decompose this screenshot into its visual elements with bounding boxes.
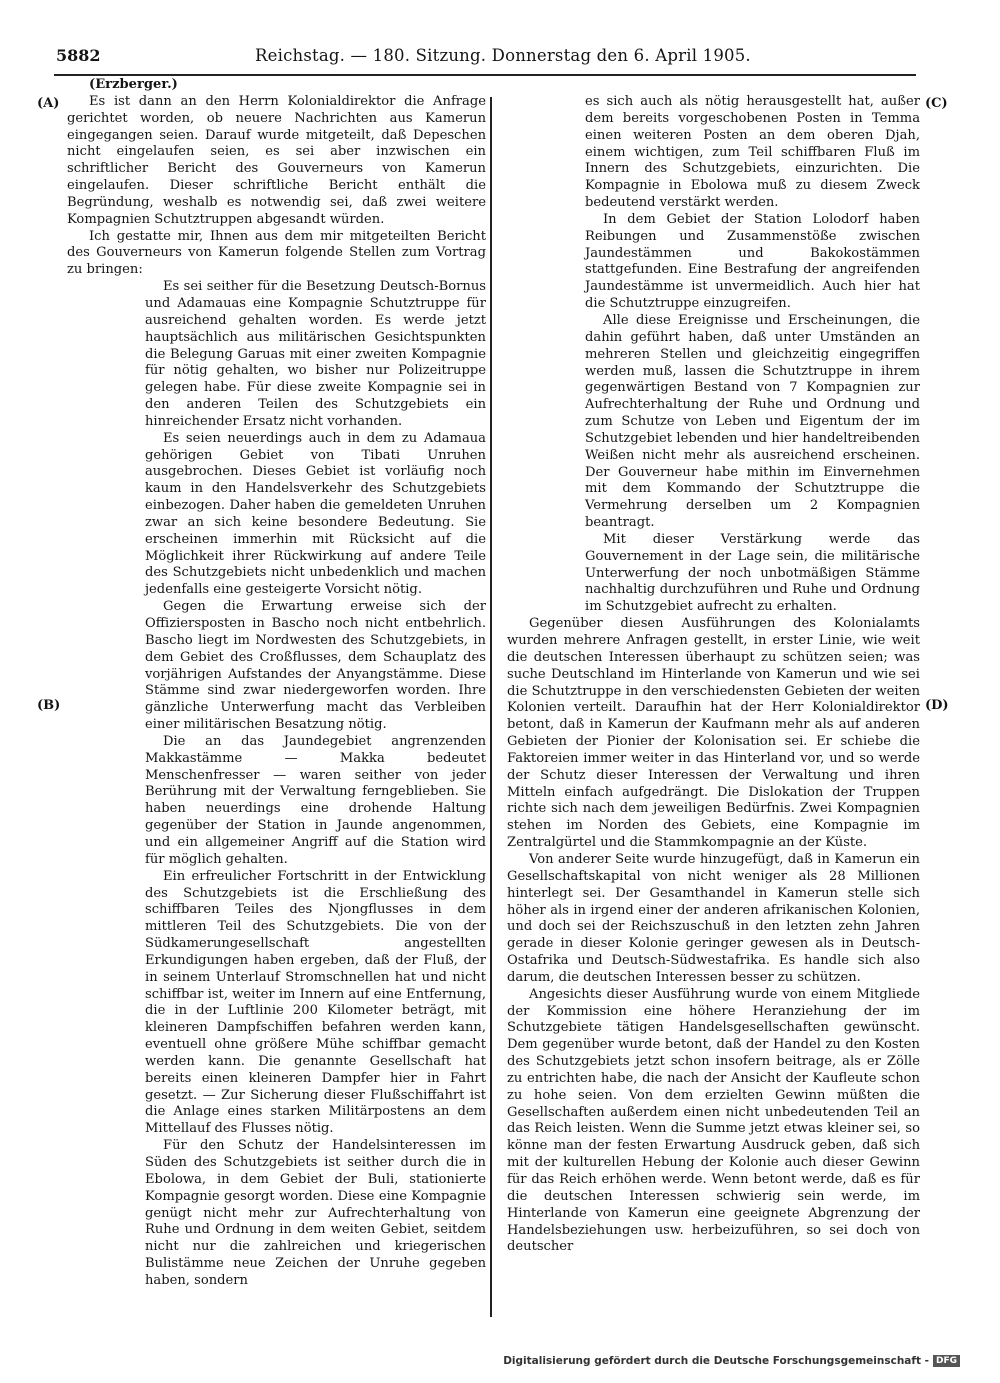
paragraph: Gegenüber diesen Ausführungen des Kolonialamts wurden mehrere Anfragen gestellt, in erster Linie, wie weit die deutschen Interessen überhaupt zu schützen seien; was suche Deutschland im Hinterlande von Kamerun und wie sei die Schutztruppe in den verschiedensten Gebieten der weiten Kolonien verteilt. Daraufhin hat der Herr Kolonialdirektor betont, daß in Kamerun der Kaufmann mehr als auf anderen Gebieten der Pionier der Kolonisation sei. Er schiebe die Faktoreien immer weiter in das Hinterland vor, und so werde der Schutz dieser Interessen der Verwaltung und ihren Mitteln einfach aufgedrängt. Die Dislokation der Truppen richte sich nach dem jeweiligen Bedürfnis. Zwei Kompagnien stehen im Norden des Gebiets, eine Kompagnie im Zentralgürtel und die Stammkompagnie an der Küste.	[507, 616, 920, 851]
quoted-paragraph: Ein erfreulicher Fortschritt in der Entwicklung des Schutzgebiets ist die Erschließung des schiffbaren Teiles des Njongflusses in dem mittleren Teil des Schutzgebiets. Die von der Südkamerungesellschaft angestellten Erkundigungen haben ergeben, daß der Fluß, der in seinem Unterlauf Stromschnellen hat und nicht schiffbar ist, weiter im Innern auf eine Entfernung, die in der Luftlinie 200 Kilometer beträgt, mit kleineren Dampfschiffen befahren werden kann, eventuell ohne größere Mühe schiffbar gemacht werden kann. Die genannte Gesellschaft hat bereits einen kleineren Dampfer hier in Fahrt gesetzt. — Zur Sicherung dieser Flußschiffahrt ist die Anlage eines starken Militärpostens an dem Mittellauf des Flusses nötig.	[145, 868, 486, 1137]
quoted-paragraph: Es seien neuerdings auch in dem zu Adamaua gehörigen Gebiet von Tibati Unruhen ausgebrochen. Dieses Gebiet ist vorläufig noch kaum in den Handelsverkehr des Schutzgebiets einbezogen. Daher haben die gemeldeten Unruhen zwar an sich keine besondere Bedeutung. Sie erscheinen immerhin mit Rücksicht auf die Möglichkeit ihrer Rückwirkung auf andere Teile des Schutzgebiets nicht unbedenklich und machen jedenfalls eine gesteigerte Vorsicht nötig.	[145, 430, 486, 598]
column-divider	[490, 97, 492, 1317]
running-title: Reichstag. — 180. Sitzung. Donnerstag den 6. April 1905.	[255, 46, 751, 65]
margin-label-d: (D)	[925, 698, 949, 713]
page-header	[50, 46, 920, 70]
speaker-name: (Erzberger.)	[89, 77, 178, 92]
quoted-paragraph: Mit dieser Verstärkung werde das Gouvernement in der Lage sein, die militärische Unterwerfung der noch unbotmäßigen Stämme nachhaltig durchzuführen und Ruhe und Ordnung im Schutzgebiet aufrecht zu erhalten.	[585, 531, 920, 615]
quoted-paragraph: Es sei seither für die Besetzung Deutsch-Bornus und Adamauas eine Kompagnie Schutztruppe für ausreichend gehalten worden. Es werde jetzt hauptsächlich aus militärischen Gesichtspunkten die Belegung Garuas mit einer zweiten Kompagnie für nötig gehalten, wo bisher nur Polizeitruppe gelegen habe. Für diese zweite Kompagnie sei in den anderen Teilen des Schutzgebiets ein hinreichender Ersatz nicht vorhanden.	[145, 279, 486, 429]
quoted-paragraph: Die an das Jaundegebiet angrenzenden Makkastämme — Makka bedeutet Menschenfresser — waren seither von jeder Berührung mit der Verwaltung ferngeblieben. Sie haben neuerdings eine drohende Haltung gegenüber der Station in Jaunde angenommen, und ein allgemeiner Angriff auf die Station wird für möglich gehalten.	[145, 733, 486, 867]
quoted-paragraph: In dem Gebiet der Station Lolodorf haben Reibungen und Zusammenstöße zwischen Jaundestämmen und Bakokostämmen stattgefunden. Eine Bestrafung der angreifenden Jaundestämme ist unvermeidlich. Auch hier hat die Schutztruppe einzugreifen.	[585, 211, 920, 312]
quoted-paragraph: Alle diese Ereignisse und Erscheinungen, die dahin geführt haben, daß unter Umständen an mehreren Stellen und gleichzeitig eingegriffen werden muß, lassen die Schutztruppe in ihrem gegenwärtigen Bestand von 7 Kompagnien zur Aufrechterhaltung der Ruhe und Ordnung und zum Schutze von Leben und Eigentum der im Schutzgebiet lebenden und hier handeltreibenden Weißen nicht mehr als ausreichend erscheinen. Der Gouverneur habe mithin im Einvernehmen mit dem Kommando der Schutztruppe die Vermehrung derselben um 2 Kompagnien beantragt.	[585, 312, 920, 531]
header-rule	[54, 74, 916, 76]
digitization-footer	[503, 1355, 960, 1367]
quoted-paragraph: Gegen die Erwartung erweise sich der Offiziersposten in Bascho noch nicht entbehrlich. Bascho liegt im Nordwesten des Schutzgebiets, in dem Gebiet des Croßflusses, dem Schauplatz des vorjährigen Aufstandes der Anyangstämme. Diese Stämme sind zwar niedergeworfen worden. Ihre gänzliche Unterwerfung macht das Verbleiben einer militärischen Besatzung nötig.	[145, 599, 486, 733]
paragraph: Von anderer Seite wurde hinzugefügt, daß in Kamerun ein Gesellschaftskapital von nicht weniger als 28 Millionen hinterlegt sei. Der Gesamthandel in Kamerun stelle sich höher als in irgend einer der anderen afrikanischen Kolonien, und doch sei der Reichszuschuß in den letzten zehn Jahren gerade in dieser Kolonie geringer gewesen als in Deutsch-Ostafrika und Deutsch-Südwestafrika. Es handle sich also darum, die deutschen Interessen besser zu schützen.	[507, 851, 920, 985]
quoted-paragraph: es sich auch als nötig herausgestellt hat, außer dem bereits vorgeschobenen Posten in Temma einen weiteren Posten an dem oberen Djah, einem wichtigen, zum Teil schiffbaren Fluß im Innern des Schutzgebiets, einzurichten. Die Kompagnie in Ebolowa muß zu diesem Zweck bedeutend verstärkt werden.	[585, 94, 920, 211]
right-column	[507, 94, 920, 1256]
footer-text: Digitalisierung gefördert durch die Deutsche Forschungsgemeinschaft -	[503, 1355, 929, 1367]
paragraph: Ich gestatte mir, Ihnen aus dem mir mitgeteilten Bericht des Gouverneurs von Kamerun folgende Stellen zum Vortrag zu bringen:	[67, 228, 486, 278]
margin-label-a: (A)	[37, 96, 60, 111]
dfg-logo: DFG	[933, 1355, 960, 1367]
left-column	[67, 77, 486, 1290]
page-number: 5882	[56, 46, 101, 65]
paragraph: Es ist dann an den Herrn Kolonialdirektor die Anfrage gerichtet worden, ob neuere Nachrichten aus Kamerun eingegangen seien. Darauf wurde mitgeteilt, daß Depeschen nicht eingelaufen seien, es sei aber inzwischen ein schriftlicher Bericht des Gouverneurs von Kamerun eingelaufen. Dieser schriftliche Bericht enthält die Begründung, weshalb es notwendig sei, daß zwei weitere Kompagnien Schutztruppen abgesandt würden.	[67, 93, 486, 227]
paragraph: Angesichts dieser Ausführung wurde von einem Mitgliede der Kommission eine höhere Heranziehung der im Schutzgebiete tätigen Handelsgesellschaften gewünscht. Dem gegenüber wurde betont, daß der Handel zu den Kosten des Schutzgebiets jetzt schon insofern beitrage, als er Zölle zu entrichten habe, die nach der Ansicht der Kaufleute schon zu hohe seien. Von dem erzielten Gewinn müßten die Gesellschaften außerdem einen nicht unbedeutenden Teil an das Reich leisten. Wenn die Summe jetzt etwas kleiner sei, so könne man der festen Erwartung Ausdruck geben, daß sich mit der kulturellen Hebung der Kolonie auch dieser Gewinn für das Reich erhöhen werde. Wenn betont werde, daß es für die deutschen Interessen schwierig sein werde, im Hinterlande von Kamerun eine geeignete Abgrenzung der Handelsbeziehungen usw. herbeizuführen, so sei doch von deutscher	[507, 986, 920, 1255]
margin-label-c: (C)	[925, 96, 948, 111]
quoted-paragraph: Für den Schutz der Handelsinteressen im Süden des Schutzgebiets ist seither durch die in Ebolowa, in dem Gebiet der Buli, stationierte Kompagnie gesorgt worden. Diese eine Kompagnie genügt nicht mehr zur Aufrechterhaltung von Ruhe und Ordnung in dem weiten Gebiet, seitdem nicht nur die zahlreichen und kriegerischen Bulistämme neue Zeichen der Unruhe gegeben haben, sondern	[145, 1138, 486, 1288]
margin-label-b: (B)	[37, 698, 61, 713]
